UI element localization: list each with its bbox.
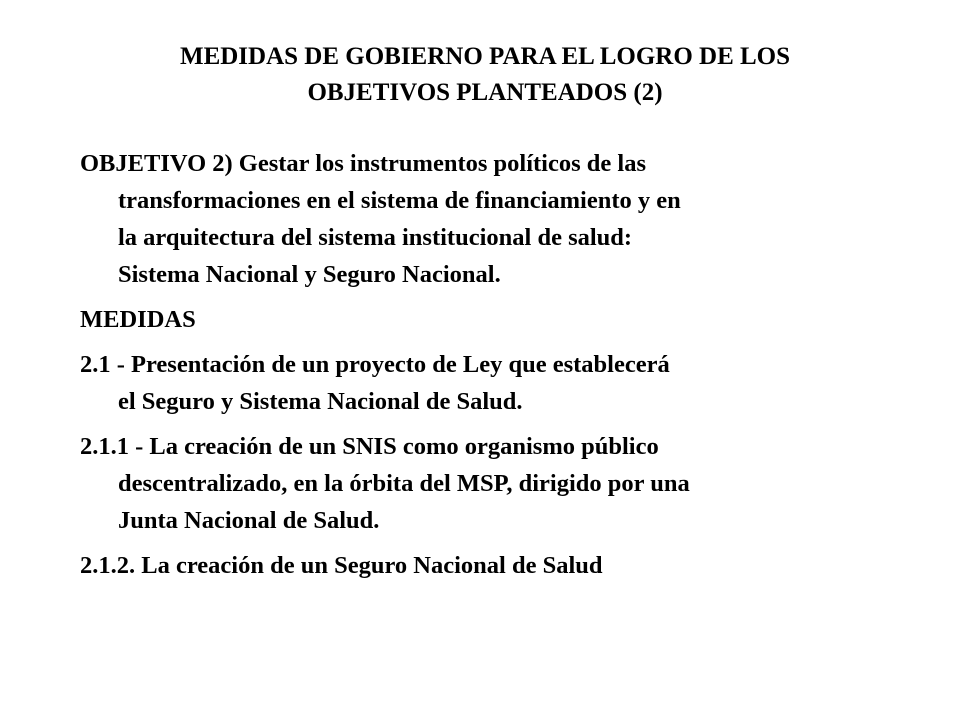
objective-line-1: OBJETIVO 2) Gestar los instrumentos políticos de las [80, 150, 646, 177]
slide-title-line-2: OBJETIVOS PLANTEADOS (2) [307, 79, 663, 106]
objective-line-2: transformaciones en el sistema de financiamiento y en [118, 187, 681, 214]
objective-line-3: la arquitectura del sistema institucional de salud: [118, 224, 633, 251]
slide-title-line-1: MEDIDAS DE GOBIERNO PARA EL LOGRO DE LOS [179, 43, 791, 70]
measures-heading-line: MEDIDAS [80, 306, 196, 333]
measure-2-1 [80, 346, 900, 420]
measure-2-1-2 [80, 547, 900, 584]
slide-body [80, 145, 900, 592]
objective-line-4: Sistema Nacional y Seguro Nacional. [118, 261, 501, 288]
measures-heading [80, 301, 900, 338]
measure-2-1-1-line-3: Junta Nacional de Salud. [118, 507, 380, 534]
measure-2-1-line-2: el Seguro y Sistema Nacional de Salud. [118, 388, 523, 415]
objective-paragraph [80, 145, 900, 293]
measure-2-1-1 [80, 428, 900, 539]
slide-title [60, 39, 910, 111]
measure-2-1-line-1: 2.1 - Presentación de un proyecto de Ley que establecerá [80, 351, 670, 378]
measure-2-1-1-line-1: 2.1.1 - La creación de un SNIS como organismo público [80, 433, 659, 460]
measure-2-1-2-line-1: 2.1.2. La creación de un Seguro Nacional de Salud [80, 552, 603, 579]
measure-2-1-1-line-2: descentralizado, en la órbita del MSP, dirigido por una [118, 470, 690, 497]
